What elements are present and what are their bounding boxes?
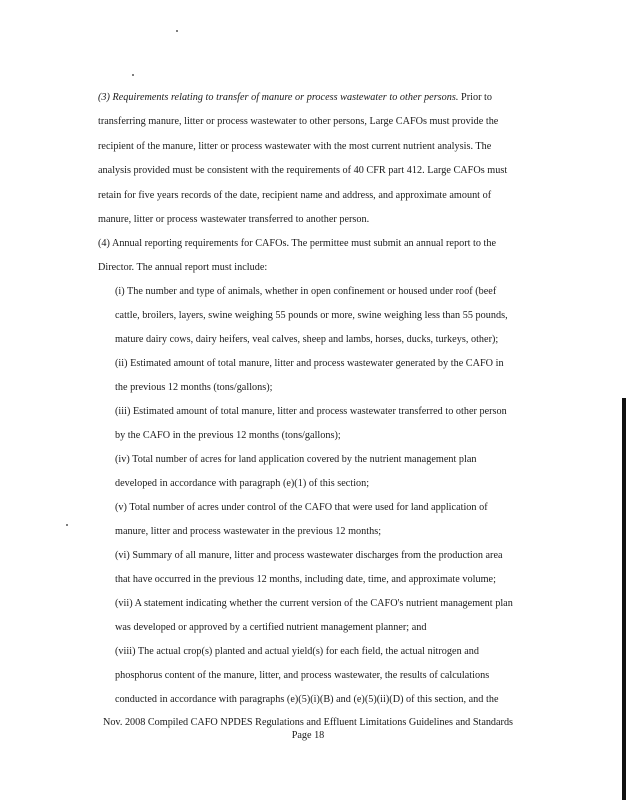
item-line: developed in accordance with paragraph (e)(1) of this section; xyxy=(115,478,370,489)
item-line: the previous 12 months (tons/gallons); xyxy=(115,382,273,393)
item-line: (vii) A statement indicating whether the current version of the CAFO's nutrient management plan xyxy=(115,598,513,609)
item-line: manure, litter and process wastewater in the previous 12 months; xyxy=(115,526,382,537)
item-line: conducted in accordance with paragraphs (e)(5)(i)(B) and (e)(5)(ii)(D) of this section, and the xyxy=(115,694,499,705)
item-line: phosphorus content of the manure, litter, and process wastewater, the results of calculations xyxy=(115,670,490,681)
footer-page-number: Page 18 xyxy=(291,730,325,741)
paragraph-3-heading: (3) Requirements relating to transfer of manure or process wastewater to other persons. xyxy=(98,92,459,103)
scan-speck xyxy=(132,74,134,76)
footer-title: Nov. 2008 Compiled CAFO NPDES Regulations and Effluent Limitations Guidelines and Standards xyxy=(102,717,514,728)
item-line: (iv) Total number of acres for land application covered by the nutrient management plan xyxy=(115,454,477,465)
paragraph-3-line-5: retain for five years records of the date, recipient name and address, and approximate amount of xyxy=(98,190,492,201)
paragraph-4-line-2: Director. The annual report must include: xyxy=(98,262,268,273)
paragraph-3-line-1 xyxy=(98,91,518,104)
item-line: (viii) The actual crop(s) planted and actual yield(s) for each field, the actual nitrogen and xyxy=(115,646,480,657)
item-line: was developed or approved by a certified nutrient management planner; and xyxy=(115,622,427,633)
item-line: by the CAFO in the previous 12 months (tons/gallons); xyxy=(115,430,341,441)
paragraph-4-line-1: (4) Annual reporting requirements for CAFOs. The permittee must submit an annual report to the xyxy=(98,238,497,249)
item-line: (vi) Summary of all manure, litter and process wastewater discharges from the production area xyxy=(115,550,503,561)
item-line: (v) Total number of acres under control of the CAFO that were used for land application of xyxy=(115,502,488,513)
scan-speck xyxy=(66,524,68,526)
paragraph-3-line-6: manure, litter or process wastewater transferred to another person. xyxy=(98,214,370,225)
scan-edge-bar xyxy=(622,398,626,800)
item-line: (ii) Estimated amount of total manure, litter and process wastewater generated by the CAFO in xyxy=(115,358,504,369)
item-line: (iii) Estimated amount of total manure, litter and process wastewater transferred to other person xyxy=(115,406,507,417)
item-line: that have occurred in the previous 12 months, including date, time, and approximate volume; xyxy=(115,574,496,585)
item-line: cattle, broilers, layers, swine weighing 55 pounds or more, swine weighing less than 55 pounds, xyxy=(115,310,508,321)
item-line: (i) The number and type of animals, whether in open confinement or housed under roof (beef xyxy=(115,286,497,297)
paragraph-3-text: Prior to xyxy=(458,92,493,103)
paragraph-3-line-4: analysis provided must be consistent with the requirements of 40 CFR part 412. Large CAFOs must xyxy=(98,165,508,176)
paragraph-3-line-3: recipient of the manure, litter or process wastewater with the most current nutrient analysis. The xyxy=(98,141,492,152)
scan-speck xyxy=(176,30,178,32)
paragraph-3-line-2: transferring manure, litter or process wastewater to other persons, Large CAFOs must provide the xyxy=(98,116,499,127)
item-line: mature dairy cows, dairy heifers, veal calves, sheep and lambs, horses, ducks, turkeys, other); xyxy=(115,334,499,345)
